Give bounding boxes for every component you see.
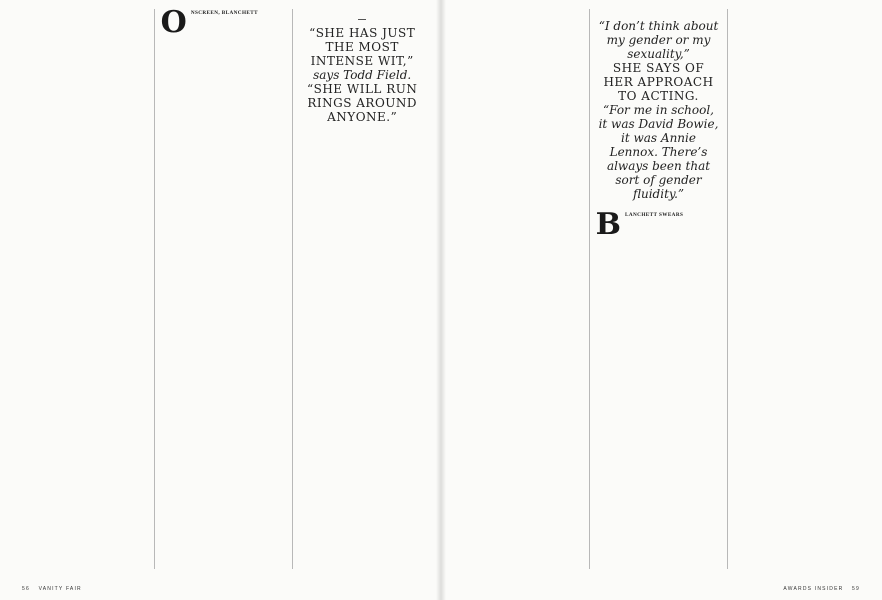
- right-page: [441, 0, 882, 600]
- right-page-columns: [451, 9, 866, 569]
- right-col-2: [589, 9, 728, 569]
- left-col-1: [16, 9, 154, 569]
- pull-quote-line: “For me in school, it was David Bowie, it was Annie Lennox. There’s always been that sort of gender fluidity.”: [598, 103, 719, 201]
- section-name: AWARDS INSIDER: [783, 586, 844, 592]
- drop-cap: B: [595, 207, 622, 242]
- pull-quote-line: “SHE HAS JUST THE MOST INTENSE WIT,”: [309, 26, 416, 68]
- right-col-3: [727, 9, 866, 569]
- pull-quote-rule: [358, 19, 366, 20]
- page-number: 59: [852, 586, 860, 592]
- left-col-3: [292, 9, 431, 569]
- left-folio: [16, 586, 82, 592]
- right-col-1: [451, 9, 589, 569]
- pull-quote-attribution: says Todd Field.: [313, 68, 412, 82]
- left-col-2: [154, 9, 293, 569]
- pull-quote-attribution: SHE SAYS OF HER APPROACH TO ACTING.: [603, 61, 714, 103]
- pull-quote: [301, 19, 423, 124]
- section-opening: [595, 207, 722, 242]
- pull-quote-line: “SHE WILL RUN RINGS AROUND ANYONE.”: [306, 82, 418, 124]
- left-page-columns: [16, 9, 431, 569]
- pull-quote-line: “I don’t think about my gender or my sexuality,”: [598, 19, 719, 61]
- page-number: 56: [22, 586, 30, 592]
- run-in-heading: NSCREEN, BLANCHETT: [190, 10, 258, 16]
- run-in-heading: LANCHETT SWEARS: [625, 212, 684, 218]
- section-opening: [160, 9, 287, 40]
- drop-cap: O: [160, 9, 187, 40]
- pull-quote: [598, 19, 720, 201]
- magazine-name: VANITY FAIR: [38, 586, 82, 592]
- right-folio: [783, 586, 866, 592]
